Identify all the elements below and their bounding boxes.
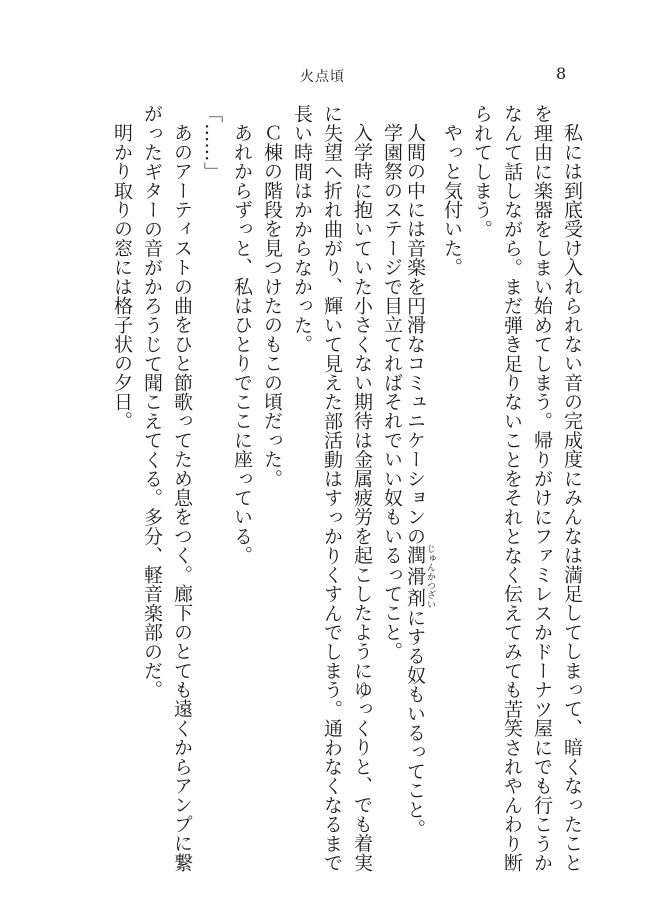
page-number: 8 [556, 64, 567, 83]
text-line: やっと気付いた。 [441, 123, 463, 277]
text-line: 明かり取りの窓には格子状の夕日。 [111, 123, 133, 431]
text-segment: 人間の中には音楽を円滑なコミュニケーションの [404, 123, 426, 546]
text-line: 入学時に抱いていた小さくない期待は金属疲労を起こしたようにゆっくりと、でも着実 [351, 123, 373, 872]
running-header-title: 火点頃 [300, 69, 345, 85]
text-segment: にする奴もいるってこと。 [404, 607, 426, 838]
text-line: あれからずっと、私はひとりでここに座っている。 [231, 123, 253, 565]
text-line: がったギターの音がかろうじて聞こえてくる。多分、軽音楽部のだ。 [141, 104, 163, 700]
text-line: なんて話しながら。まだ弾き足りないことをそれとなく伝えてみても苦笑されやんわり断 [501, 104, 523, 872]
text-line-with-ruby [404, 104, 435, 838]
text-line: 「……」 [201, 104, 223, 181]
text-line: を理由に楽器をしまい始めてしまう。帰りがけにファミレスかドーナツ屋にでも行こうか [531, 104, 553, 872]
text-line: 学園祭のステージで目立てればそれでいい奴もいるってこと。 [381, 123, 403, 661]
vertical-text-body [109, 104, 585, 872]
ruby-word [404, 544, 435, 609]
text-line: Ｃ棟の階段を見つけたのもこの頃だった。 [261, 123, 283, 488]
ruby-reading: じゅんかつざい [425, 544, 435, 609]
text-line: 私には到底受け入れられない音の完成度にみんなは満足してしまって、暗くなったこと [561, 123, 583, 872]
text-line: られてしまう。 [471, 104, 493, 239]
text-line: あのアーティストの曲をひと節歌ってため息をつく。廊下のとても遠くからアンプに繋 [171, 123, 193, 872]
text-line: に失望へ折れ曲がり、輝いて見えた部活動はすっかりくすんでしまう。通わなくなるまで [321, 104, 343, 872]
text-line: 長い時間はかからなかった。 [291, 104, 313, 354]
ruby-base: 潤滑剤 [404, 544, 426, 609]
